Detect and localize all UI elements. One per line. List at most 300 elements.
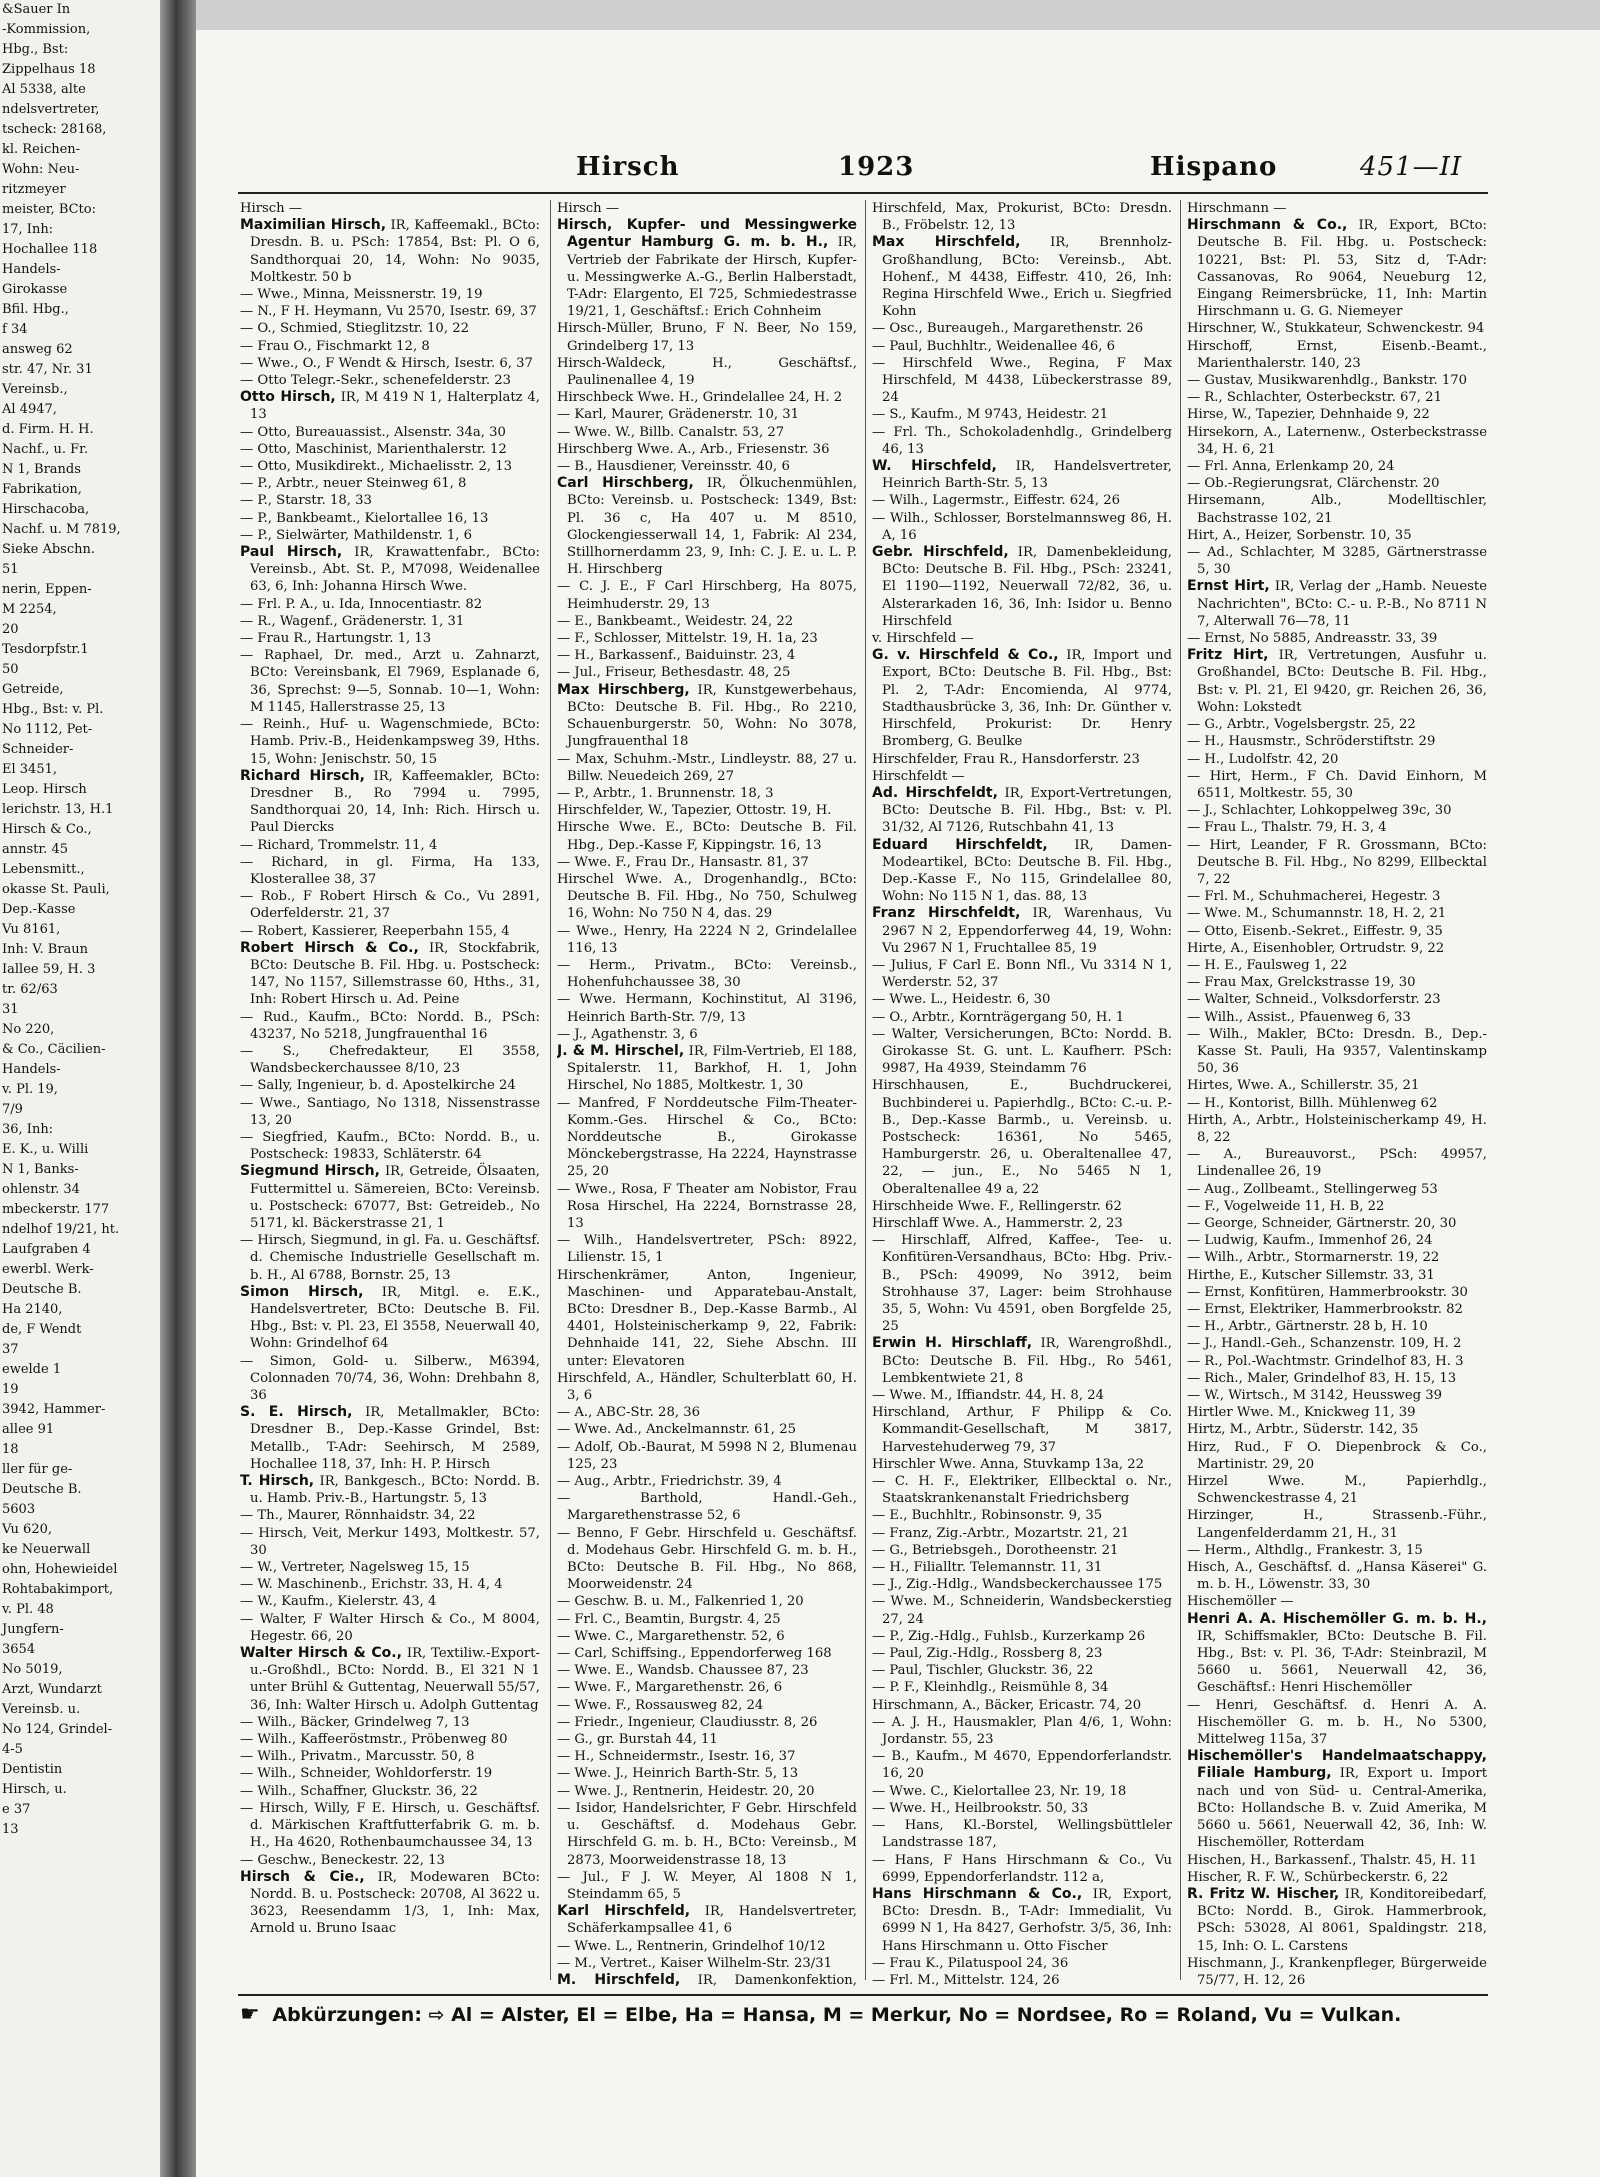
entry-text: — H., Arbtr., Gärtnerstr. 28 b, H. 10 [1187, 1319, 1428, 1335]
entry-text: IR, M 419 N 1, Halterplatz 4, 13 [250, 390, 540, 423]
entry-text: — Carl, Schiffsing., Eppendorferweg 168 [557, 1646, 832, 1662]
entry-text: — G., gr. Burstah 44, 11 [557, 1732, 718, 1748]
directory-entry [872, 492, 1172, 509]
entry-text: — B., Hausdiener, Vereinsstr. 40, 6 [557, 459, 790, 475]
header-left-word: Hirsch [576, 152, 680, 182]
directory-entry [872, 647, 1172, 750]
directory-entry [240, 1095, 540, 1129]
entry-text: — Frl. M., Schuhmacherei, Hegestr. 3 [1187, 889, 1441, 905]
entry-text: — Otto, Bureauassist., Alsenstr. 34a, 30 [240, 424, 506, 440]
entry-text: IR, Modewaren BCto: Nordd. B. u. Postscheck: 20708, Al 3622 u. 3623, Reesendamm 1/3, 1, Inh: Max, Arnold u. Bruno Isaac [250, 1869, 540, 1937]
directory-entry [872, 1525, 1172, 1542]
left-page-line: Ha 2140, [2, 1302, 63, 1317]
entry-text: — Wwe. L., Heidestr. 6, 30 [872, 992, 1051, 1008]
directory-entry [557, 991, 857, 1025]
directory-entry [872, 751, 1172, 768]
entry-text: — Wwe. J., Heinrich Barth-Str. 5, 13 [557, 1766, 799, 1782]
entry-text: — Ernst, No 5885, Andreasstr. 33, 39 [1187, 631, 1438, 647]
footer-rule [238, 1994, 1488, 1996]
directory-entry [872, 1593, 1172, 1627]
entry-text: — Max, Schuhm.-Mstr., Lindleystr. 88, 27 u. Billw. Neuedeich 269, 27 [557, 751, 857, 784]
directory-entry [872, 1215, 1172, 1232]
left-page-line: Hirschacoba, [2, 502, 90, 517]
directory-entry [557, 1697, 857, 1714]
entry-text: — Geschw., Beneckestr. 22, 13 [240, 1852, 445, 1868]
entry-text: — P., Arbtr., 1. Brunnenstr. 18, 3 [557, 785, 774, 801]
left-page-line: 50 [2, 662, 19, 677]
entry-text: — A., Bureauvorst., PSch: 49957, Lindenallee 26, 19 [1187, 1147, 1487, 1180]
entry-text: — Walter, F Walter Hirsch & Co., M 8004, Hegestr. 66, 20 [240, 1611, 540, 1644]
directory-entry [872, 544, 1172, 630]
directory-entry [872, 1026, 1172, 1078]
directory-entry [1187, 733, 1487, 750]
directory-entry [240, 372, 540, 389]
directory-entry [557, 1490, 857, 1524]
entry-text: IR, Film-Vertrieb, El 188, Spitalerstr. 11, Barkhof, H. 1, John Hirschel, No 1885, Moltkestr. 1, 30 [567, 1043, 857, 1094]
directory-entry [1187, 940, 1487, 957]
entry-text: Hirschfeldt — [872, 768, 965, 784]
left-page-line: 31 [2, 1002, 19, 1017]
left-page-line: E. K., u. Willi [2, 1142, 89, 1157]
left-page-line: Hbg., Bst: v. Pl. [2, 702, 104, 717]
entry-firm-name: Hirsch, Kupfer- und Messingwerke Agentur Hamburg G. m. b. H., [557, 217, 857, 251]
left-page-line: mbeckerstr. 177 [2, 1202, 110, 1217]
directory-entry [1187, 957, 1487, 974]
entry-text: IR, Bankgesch., BCto: Nordd. B. u. Hamb. Priv.-B., Hartungstr. 5, 13 [250, 1474, 540, 1507]
left-page-line: No 220, [2, 1022, 55, 1037]
entry-text: IR, Schiffsmakler, BCto: Deutsche B. Fil. Hbg., Bst: v. Pl. 36, T-Adr: Steinbrazil, M 5660 u. 5661, Neuerwall 42, 36, Geschäftsf.: Henri Hischemöller [1197, 1628, 1487, 1696]
entry-firm-name: R. Fritz W. Hischer, [1187, 1885, 1340, 1902]
entry-text: — Frau K., Pilatuspool 24, 36 [872, 1955, 1069, 1971]
directory-entry [557, 320, 857, 354]
entry-text: Hischen, H., Barkassenf., Thalstr. 45, H. 11 [1187, 1852, 1478, 1868]
entry-text: — E., Bankbeamt., Weidestr. 24, 22 [557, 613, 794, 629]
directory-entry [557, 424, 857, 441]
entry-firm-name: Max Hirschfeld, [872, 234, 1021, 251]
entry-firm-name: Gebr. Hirschfeld, [872, 544, 1009, 561]
entry-text: — Walter, Versicherungen, BCto: Nordd. B. Girokasse St. G. unt. L. Kaufherr. PSch: 9987, Ha 4939, Steindamm 76 [872, 1026, 1172, 1077]
directory-entry [557, 1748, 857, 1765]
entry-text: — P., Bankbeamt., Kielortallee 16, 13 [240, 510, 489, 526]
left-page-line: Deutsche B. [2, 1482, 82, 1497]
directory-entry [872, 1886, 1172, 1955]
directory-entry [1187, 1439, 1487, 1473]
left-page-line: El 3451, [2, 762, 57, 777]
directory-entry [557, 751, 857, 785]
directory-entry [557, 785, 857, 802]
directory-entry [557, 1181, 857, 1233]
directory-entry [557, 1972, 857, 1990]
directory-entry [1187, 389, 1487, 406]
pointing-hand-icon: ☛ [240, 2002, 260, 2027]
entry-text: IR, Export, BCto: Deutsche B. Fil. Hbg. u. Postscheck: 10221, Bst: Pl. 53, Sitz d, T-Adr: Cassanovas, Ro 9064, Neueburg 12, Eingang Reimersbrücke, 11, Inh: Martin Hirschmann u. G. G. Niemeyer [1197, 218, 1487, 320]
entry-text: — Reinh., Huf- u. Wagenschmiede, BCto: Hamb. Priv.-B., Heidenkampsweg 39, Hths. 15, Wohn: Jenischstr. 50, 15 [240, 717, 540, 767]
directory-entry [1187, 406, 1487, 423]
left-page-line: ohn, Hohewieidel [2, 1562, 118, 1577]
left-page-line: 13 [2, 1822, 19, 1837]
directory-entry [1187, 1267, 1487, 1284]
entry-firm-name: Paul Hirsch, [240, 544, 343, 561]
directory-entry [872, 1077, 1172, 1197]
entry-text: Hirsch — [557, 201, 620, 216]
directory-entry [240, 1559, 540, 1576]
entry-text: — Herm., Althdlg., Frankestr. 3, 15 [1187, 1542, 1423, 1558]
directory-entry [1187, 578, 1487, 630]
left-page-line: f 34 [2, 322, 28, 337]
left-page-line: Deutsche B. [2, 1282, 82, 1297]
entry-firm-name: Franz Hirschfeldt, [872, 905, 1021, 922]
directory-entry [1187, 320, 1487, 337]
entry-text: — Ernst, Elektriker, Hammerbrookstr. 82 [1187, 1302, 1463, 1317]
directory-entry [872, 1800, 1172, 1817]
left-page-line: tscheck: 28168, [2, 122, 107, 137]
entry-text: — H., Schneidermstr., Isestr. 16, 37 [557, 1749, 796, 1765]
directory-entry [240, 458, 540, 475]
entry-text: Hisch, A., Geschäftsf. d. „Hansa Käserei" G. m. b. H., Löwenstr. 33, 30 [1187, 1560, 1487, 1593]
entry-text: — Ernst, Konfitüren, Hammerbrookstr. 30 [1187, 1284, 1468, 1300]
entry-text: Hirschoff, Ernst, Eisenb.-Beamt., Marienthalerstr. 140, 23 [1187, 338, 1487, 371]
left-page-line: No 1112, Pet- [2, 722, 93, 737]
left-page-line: Vu 8161, [2, 922, 61, 937]
entry-text: — B., Kaufm., M 4670, Eppendorferlandstr. 16, 20 [872, 1749, 1172, 1782]
entry-text: — R., Schlachter, Osterbeckstr. 67, 21 [1187, 390, 1442, 406]
left-page-line: &Sauer In [2, 2, 71, 17]
left-page-line: 36, Inh: [2, 1122, 54, 1137]
directory-entry [240, 1593, 540, 1610]
entry-text: Hirsekorn, A., Laternenw., Osterbeckstrasse 34, H. 6, 21 [1187, 424, 1487, 457]
directory-entry [557, 1095, 857, 1181]
directory-entry [557, 1026, 857, 1043]
directory-entry [872, 1404, 1172, 1456]
directory-entry [1187, 1095, 1487, 1112]
left-page-line: Dentistin [2, 1762, 63, 1777]
running-header [230, 152, 1480, 186]
entry-text: — Manfred, F Norddeutsche Film-Theater-Komm.-Ges. Hirschel & Co., BCto: Norddeutsche B., Girokasse Mönckebergstrasse, Ha 2224, Haynstrasse 25, 20 [557, 1095, 857, 1180]
entry-text: — H., Filialltr. Telemannstr. 11, 31 [872, 1560, 1103, 1576]
left-page-fragment [0, 0, 160, 2177]
entry-text: — Hirschlaff, Alfred, Kaffee-, Tee- u. Konfitüren-Versandhaus, BCto: Hbg. Priv.-B., PSch: 49099, No 3912, beim Strohhause 37, Lager: beim Strohhause 35, 5, Wohn: Vu 4591, oben Borgfelde 25, 25 [872, 1233, 1172, 1335]
header-year: 1923 [838, 152, 915, 182]
left-page-line: str. 47, Nr. 31 [2, 362, 93, 377]
entry-text: — Ludwig, Kaufm., Immenhof 26, 24 [1187, 1233, 1433, 1249]
directory-entry [1187, 475, 1487, 492]
directory-entry [1187, 1559, 1487, 1593]
directory-entry [1187, 424, 1487, 458]
entry-text: — Walter, Schneid., Volksdorferstr. 23 [1187, 992, 1441, 1008]
left-page-line: de, F Wendt [2, 1322, 82, 1337]
left-page-line: allee 91 [2, 1422, 55, 1437]
entry-text: — P., Zig.-Hdlg., Fuhlsb., Kurzerkamp 26 [872, 1628, 1146, 1644]
directory-entry [557, 1714, 857, 1731]
left-page-line: Rohtabakimport, [2, 1582, 114, 1597]
directory-entry [1187, 1611, 1487, 1697]
directory-entry [557, 355, 857, 389]
directory-entry [1187, 751, 1487, 768]
entry-text: — Siegfried, Kaufm., BCto: Nordd. B., u. Postscheck: 19833, Schläterstr. 64 [240, 1129, 540, 1163]
entry-text: — Paul, Zig.-Hdlg., Rossberg 8, 23 [872, 1646, 1103, 1662]
left-page-line: answeg 62 [2, 342, 73, 357]
entry-text: — Adolf, Ob.-Baurat, M 5998 N 2, Blumenau 125, 23 [557, 1439, 857, 1472]
column-1 [240, 200, 540, 1990]
directory-entry [1187, 200, 1487, 217]
entry-firm-name: Otto Hirsch, [240, 389, 336, 406]
entry-text: Hirsemann, Alb., Modelltischler, Bachstrasse 102, 21 [1187, 493, 1487, 526]
directory-entry [240, 544, 540, 596]
directory-entry [240, 1852, 540, 1869]
directory-entry [872, 458, 1172, 492]
entry-text: — Hans, Kl.-Borstel, Wellingsbüttleler Landstrasse 187, [872, 1818, 1172, 1851]
left-page-line: Schneider- [2, 742, 74, 757]
directory-entry [872, 1817, 1172, 1851]
left-page-line: Lebensmitt., [2, 862, 85, 877]
left-page-line: Inh: V. Braun [2, 942, 89, 957]
left-page-line: Leop. Hirsch [2, 782, 87, 797]
entry-firm-name: Carl Hirschberg, [557, 475, 694, 492]
entry-text: v. Hirschfeld — [872, 631, 974, 647]
entry-text: — Wilh., Privatm., Marcusstr. 50, 8 [240, 1749, 475, 1765]
entry-text: — Paul, Buchhltr., Weidenallee 46, 6 [872, 338, 1116, 354]
entry-text: — Richard, Trommelstr. 11, 4 [240, 837, 438, 853]
left-page-line: 7/9 [2, 1102, 23, 1117]
directory-entry [872, 1473, 1172, 1507]
entry-text: — G., Betriebsgeh., Dorotheenstr. 21 [872, 1542, 1119, 1558]
entry-text: — Hirsch, Siegmund, in gl. Fa. u. Geschäftsf. d. Chemische Industrielle Gesellschaft m. b. H., Al 6788, Bornstr. 25, 13 [240, 1233, 540, 1283]
entry-text: — Hirsch, Veit, Merkur 1493, Moltkestr. 57, 30 [240, 1525, 540, 1558]
directory-entry [872, 957, 1172, 991]
entry-text: — W., Vertreter, Nagelsweg 15, 15 [240, 1560, 470, 1576]
entry-text: Hirschland, Arthur, F Philipp & Co. Kommandit-Gesellschaft, M 3817, Harvestehuderweg 79, 37 [872, 1405, 1172, 1455]
entry-text: — Gustav, Musikwarenhdlg., Bankstr. 170 [1187, 373, 1468, 389]
directory-entry [240, 1765, 540, 1782]
directory-entry [240, 1473, 540, 1507]
directory-entry [1187, 1301, 1487, 1318]
entry-text: IR, Damenkonfektion, [697, 1972, 857, 1988]
left-page-line: No 5019, [2, 1662, 63, 1677]
directory-entry [240, 888, 540, 922]
entry-firm-name: Eduard Hirschfeldt, [872, 836, 1048, 853]
entry-text: IR, Vertretungen, Ausfuhr u. Großhandel, BCto: Deutsche B. Fil. Hbg., Bst: v. Pl. 21, El 9420, gr. Reichen 26, 36, Wohn: Lokstedt [1197, 648, 1487, 715]
entry-text: — Wilh., Schaffner, Gluckstr. 36, 22 [240, 1783, 478, 1799]
entry-text: — Geschw. B. u. M., Falkenried 1, 20 [557, 1594, 804, 1610]
directory-entry [1187, 1249, 1487, 1266]
entry-text: — H., Kontorist, Billh. Mühlenweg 62 [1187, 1095, 1438, 1111]
entry-text: — Hirt, Leander, F R. Grossmann, BCto: Deutsche B. Fil. Hbg., No 8299, Ellbecktal 7, 22 [1187, 837, 1487, 887]
entry-text: — Otto, Maschinist, Marienthalerstr. 12 [240, 441, 507, 457]
entry-text: IR, Handelsvertreter, Heinrich Barth-Str. 5, 13 [882, 459, 1172, 492]
left-page-line: N 1, Brands [2, 462, 81, 477]
entry-text: — W., Kaufm., Kielerstr. 43, 4 [240, 1594, 437, 1610]
directory-entry [557, 1611, 857, 1628]
entry-text: — Karl, Maurer, Grädenerstr. 10, 31 [557, 407, 800, 423]
entry-text: — Wwe. J., Rentnerin, Heidestr. 20, 20 [557, 1783, 815, 1799]
directory-entry [872, 1697, 1172, 1714]
entry-text: Hirzel Wwe. M., Papierhdlg., Schwenckestrasse 4, 21 [1187, 1474, 1487, 1507]
left-page-line: ke Neuerwall [2, 1542, 91, 1557]
directory-entry [1187, 372, 1487, 389]
entry-text: Hirsch — [240, 201, 303, 216]
left-page-line: Hirsch & Co., [2, 822, 92, 837]
entry-text: — Frl. Anna, Erlenkamp 20, 24 [1187, 459, 1395, 475]
entry-text: IR, Warenhaus, Vu 2967 N 2, Eppendorferweg 44, 19, Wohn: Vu 2967 N 1, Fruchtallee 85, 19 [882, 906, 1172, 956]
directory-entry [1187, 630, 1487, 647]
left-page-line: 19 [2, 1382, 19, 1397]
entry-text: — H., Hausmstr., Schröderstiftstr. 29 [1187, 734, 1436, 750]
directory-entry [1187, 716, 1487, 733]
directory-entry [557, 200, 857, 217]
entry-text: Hirschfelder, W., Tapezier, Ottostr. 19, H. [557, 803, 832, 819]
entry-text: Hirtler Wwe. M., Knickweg 11, 39 [1187, 1405, 1416, 1421]
directory-entry [240, 527, 540, 544]
directory-entry [1187, 819, 1487, 836]
left-page-line: 20 [2, 622, 19, 637]
left-page-line: 51 [2, 562, 19, 577]
entry-text: Hirse, W., Tapezier, Dehnhaide 9, 22 [1187, 407, 1430, 423]
directory-entry [1187, 1542, 1487, 1559]
entry-text: — R., Pol.-Wachtmstr. Grindelhof 83, H. 3 [1187, 1353, 1464, 1369]
directory-entry [557, 1783, 857, 1800]
entry-text: — Wwe., Rosa, F Theater am Nobistor, Frau Rosa Hirschel, Ha 2224, Bornstrasse 28, 13 [557, 1181, 857, 1231]
entry-text: Hischmann, J., Krankenpfleger, Bürgerweide 75/77, H. 12, 26 [1187, 1955, 1487, 1988]
entry-text: — E., Buchhltr., Robinsonstr. 9, 35 [872, 1508, 1103, 1524]
directory-entry [240, 1129, 540, 1163]
entry-text: — Wilh., Makler, BCto: Dresdn. B., Dep.-Kasse St. Pauli, Ha 9357, Valentinskamp 50, 36 [1187, 1026, 1487, 1077]
left-page-line: Tesdorpfstr.1 [2, 642, 89, 657]
entry-text: IR, Stockfabrik, BCto: Deutsche B. Fil. Hbg. u. Postscheck: 147, No 1157, Sillemstrasse 60, Hths., 31, Inh: Robert Hirsch u. Ad. Peine [250, 940, 540, 1008]
entry-text: — Wwe., Henry, Ha 2224 N 2, Grindelallee 116, 13 [557, 923, 857, 956]
left-page-line: 5603 [2, 1502, 36, 1517]
left-page-line: Jungfern- [2, 1622, 64, 1637]
entry-text: — Th., Maurer, Rönnhaidstr. 34, 22 [240, 1508, 476, 1524]
entry-text: Hirthe, E., Kutscher Sillemstr. 33, 31 [1187, 1267, 1435, 1283]
entry-firm-name: G. v. Hirschfeld & Co., [872, 647, 1059, 664]
directory-entry [557, 682, 857, 751]
left-page-line: Vereinsb., [2, 382, 68, 397]
entry-text: — P., Sielwärter, Mathildenstr. 1, 6 [240, 527, 473, 543]
entry-text: — H. E., Faulsweg 1, 22 [1187, 957, 1348, 973]
entry-text: IR, Export-Vertretungen, BCto: Deutsche B. Fil. Hbg., Bst: v. Pl. 31/32, Al 7126, Rutschbahn 41, 13 [882, 785, 1172, 836]
entry-text: — Simon, Gold- u. Silberw., M6394, Colonnaden 70/74, 36, Wohn: Drehbahn 8, 36 [240, 1353, 540, 1404]
entry-text: — Richard, in gl. Firma, Ha 133, Klosterallee 38, 37 [240, 854, 540, 887]
entry-text: — C. H. F., Elektriker, Ellbecktal o. Nr., Staatskrankenanstalt Friedrichsberg [872, 1474, 1172, 1507]
left-page-line: ndelsvertreter, [2, 102, 100, 117]
directory-entry [557, 1043, 857, 1095]
entry-text: IR, Getreide, Ölsaaten, Futtermittel u. Sämereien, BCto: Vereinsb. u. Postscheck: 67077, Bst: Getreideb., No 5171, kl. Bäckerstrasse 21, 1 [250, 1164, 540, 1231]
directory-entry [240, 1576, 540, 1593]
directory-entry [240, 1009, 540, 1043]
directory-entry [872, 355, 1172, 407]
directory-entry [872, 1335, 1172, 1387]
directory-entry [1187, 888, 1487, 905]
entry-text: — Wilh., Kaffeeröstmstr., Pröbenweg 80 [240, 1732, 508, 1748]
entry-text: IR, Kaffeemakl., BCto: Dresdn. B. u. PSch: 17854, Bst: Pl. O 6, Sandthorquai 20, 14, Wohn: No 9035, Moltkestr. 50 b [250, 218, 540, 285]
left-page-line: kl. Reichen- [2, 142, 81, 157]
directory-entry [872, 1852, 1172, 1886]
entry-text: — Wilh., Assist., Pfauenweg 6, 33 [1187, 1009, 1411, 1025]
entry-text: — Rud., Kaufm., BCto: Nordd. B., PSch: 43237, No 5218, Jungfrauenthal 16 [240, 1009, 540, 1042]
left-page-line: Dep.-Kasse [2, 902, 76, 917]
entry-text: IR, Kunstgewerbehaus, BCto: Deutsche B. Fil. Hbg., Ro 2210, Schauenburgerstr. 50, Wohn: No 3078, Jungfrauenthal 18 [567, 682, 857, 750]
column-3 [872, 200, 1172, 1990]
entry-text: Hirsch-Waldeck, H., Geschäftsf., Paulinenallee 4, 19 [557, 355, 857, 389]
entry-text: — W. Maschinenb., Erichstr. 33, H. 4, 4 [240, 1577, 503, 1593]
directory-entry [557, 1439, 857, 1473]
left-page-line: e 37 [2, 1802, 31, 1817]
entry-text: IR, Warengroßhdl., BCto: Deutsche B. Fil. Hbg., Ro 5461, Lembkentwiete 21, 8 [882, 1336, 1172, 1386]
directory-entry [557, 1404, 857, 1421]
entry-text: IR, Kaffeemakler, BCto: Dresdner B., Ro 7994 u. 7995, Sandthorquai 20, 14, Inh: Rich. Hirsch u. Paul Diercks [250, 768, 540, 836]
directory-entry [1187, 1697, 1487, 1749]
entry-text: — Jul., Friseur, Bethesdastr. 48, 25 [557, 665, 791, 681]
entry-text: — Wwe. Hermann, Kochinstitut, Al 3196, Heinrich Barth-Str. 7/9, 13 [557, 992, 857, 1025]
entry-text: — Rich., Maler, Grindelhof 83, H. 15, 13 [1187, 1370, 1457, 1386]
directory-entry [557, 458, 857, 475]
directory-entry [872, 1645, 1172, 1662]
directory-entry [872, 1972, 1172, 1989]
directory-entry [1187, 1181, 1487, 1198]
entry-text: — Jul., F J. W. Meyer, Al 1808 N 1, Steindamm 65, 5 [557, 1869, 857, 1902]
directory-entry [557, 802, 857, 819]
directory-entry [872, 991, 1172, 1008]
directory-entry [1187, 1404, 1487, 1421]
entry-text: — Wwe. C., Margarethenstr. 52, 6 [557, 1628, 785, 1644]
entry-text: — C. J. E., F Carl Hirschberg, Ha 8075, Heimhuderstr. 29, 13 [557, 579, 857, 612]
entry-text: — Wwe. E., Wandsb. Chaussee 87, 23 [557, 1663, 809, 1679]
entry-firm-name: Simon Hirsch, [240, 1283, 364, 1300]
directory-entry [557, 1421, 857, 1438]
directory-entry [240, 1232, 540, 1284]
left-page-line: Handels- [2, 262, 61, 277]
page-number: 451—II [1360, 152, 1463, 182]
entry-text: Hirschler Wwe. Anna, Stuvkamp 13a, 22 [872, 1456, 1145, 1472]
directory-entry [240, 200, 540, 217]
entry-text: Hirschner, W., Stukkateur, Schwenckestr. 94 [1187, 321, 1485, 337]
left-page-line: 3654 [2, 1642, 36, 1657]
entry-text: — Wwe. L., Rentnerin, Grindelhof 10/12 [557, 1938, 826, 1954]
entry-text: — Wilh., Bäcker, Grindelweg 7, 13 [240, 1714, 470, 1730]
directory-entry [557, 1903, 857, 1937]
directory-entry [557, 1525, 857, 1594]
directory-entry [240, 1800, 540, 1852]
entry-text: Hirsche Wwe. E., BCto: Deutsche B. Fil. Hbg., Dep.-Kasse F, Kippingstr. 16, 13 [557, 820, 857, 853]
entry-text: — Wwe. M., Schneiderin, Wandsbeckerstieg 27, 24 [872, 1594, 1172, 1627]
entry-firm-name: Walter Hirsch & Co., [240, 1645, 402, 1662]
directory-entry [240, 1731, 540, 1748]
entry-text: — P., Starstr. 18, 33 [240, 493, 372, 509]
entry-text: — Sally, Ingenieur, b. d. Apostelkirche 24 [240, 1078, 516, 1094]
directory-entry [872, 1628, 1172, 1645]
entry-text: — Frl. Th., Schokoladenhdlg., Grindelberg 46, 13 [872, 424, 1172, 457]
left-page-line: Vu 620, [2, 1522, 53, 1537]
directory-entry [872, 320, 1172, 337]
directory-entry [557, 1232, 857, 1266]
directory-entry [557, 819, 857, 853]
directory-entry [240, 338, 540, 355]
directory-entry [872, 1989, 1172, 1990]
directory-entry [240, 1404, 540, 1473]
entry-text: — A. J. H., Hausmakler, Plan 4/6, 1, Wohn: Jordanstr. 55, 23 [872, 1714, 1172, 1748]
left-page-line: annstr. 45 [2, 842, 68, 857]
directory-entry [1187, 837, 1487, 889]
directory-entry [557, 923, 857, 957]
left-page-line: 3942, Hammer- [2, 1402, 106, 1417]
entry-text: — Wilh., Schlosser, Borstelmannsweg 86, H. A, 16 [872, 510, 1172, 543]
directory-entry [1187, 1421, 1487, 1438]
directory-entry [872, 768, 1172, 785]
entry-text: Hirsch-Müller, Bruno, F N. Beer, No 159, Grindelberg 17, 13 [557, 321, 857, 354]
left-page-line: Nachf., u. Fr. [2, 442, 89, 457]
directory-entry [240, 389, 540, 423]
directory-entry [557, 664, 857, 681]
